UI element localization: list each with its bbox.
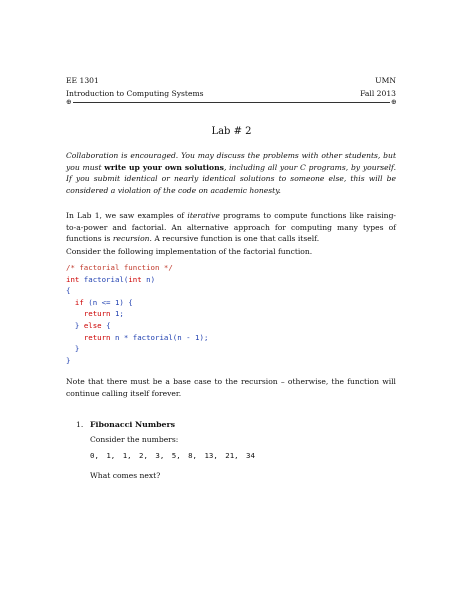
course-code: EE 1301 bbox=[66, 76, 99, 85]
code-line-9: } bbox=[66, 355, 71, 365]
university: UMN bbox=[375, 76, 396, 85]
code-line-6 bbox=[66, 320, 208, 332]
code-line-7 bbox=[66, 332, 208, 344]
code-text: (n <= 1) { bbox=[83, 297, 133, 307]
intro-bold: write up your own solutions bbox=[104, 162, 224, 172]
code-text: { bbox=[101, 320, 111, 330]
consider-paragraph: Consider the following implementation of the factorial function. bbox=[66, 247, 313, 256]
code-line-5 bbox=[66, 308, 208, 320]
intro-text-1: Collaboration is encouraged. You may discuss the problems with other students, but you must bbox=[66, 151, 396, 172]
code-block bbox=[66, 262, 208, 366]
recursion-paragraph bbox=[66, 210, 396, 245]
code-line-4 bbox=[66, 297, 208, 309]
code-text: n) bbox=[141, 274, 156, 284]
code-comment: /* factorial function */ bbox=[66, 263, 173, 272]
code-keyword: else bbox=[83, 320, 102, 330]
section-number: 1. bbox=[76, 420, 84, 429]
para2-text-2: programs to compute functions like raising-to-a-power and factorial. An alternative approach for computing many types of functions is bbox=[66, 211, 396, 244]
fibonacci-sequence: 0, 1, 1, 2, 3, 5, 8, 13, 21, 34 bbox=[90, 451, 255, 460]
code-line-8 bbox=[66, 343, 208, 355]
code-keyword: if bbox=[74, 297, 84, 307]
section-heading: Fibonacci Numbers bbox=[90, 420, 175, 429]
code-text: } bbox=[74, 320, 84, 330]
intro-text-2: , including all your C programs, by yourself. If you submit identical or nearly identical solutions to someone else, this will be considered a violation of the code on academic honesty. bbox=[66, 162, 396, 195]
code-keyword: int bbox=[66, 274, 80, 284]
base-case-paragraph: Note that there must be a base case to the recursion – otherwise, the function will continue calling itself forever. bbox=[66, 377, 396, 398]
code-text: n * factorial(n - 1); bbox=[110, 332, 209, 342]
section-question: What comes next? bbox=[90, 471, 161, 480]
header-rule bbox=[66, 102, 396, 103]
para2-em-1: iterative bbox=[187, 211, 220, 220]
collaboration-paragraph bbox=[66, 150, 396, 196]
para2-text-1: In Lab 1, we saw examples of bbox=[66, 211, 188, 220]
code-line-1 bbox=[66, 262, 208, 274]
code-text: 1; bbox=[110, 309, 124, 319]
code-line-2 bbox=[66, 274, 208, 286]
para2-text-3: . A recursive function is one that calls itself. bbox=[149, 234, 320, 244]
left-crosshair-icon: ⊕ bbox=[66, 98, 72, 106]
course-name: Introduction to Computing Systems bbox=[66, 89, 204, 98]
code-keyword: return bbox=[83, 309, 111, 319]
code-text: } bbox=[74, 344, 80, 354]
term: Fall 2013 bbox=[360, 89, 396, 98]
page-title: Lab # 2 bbox=[211, 126, 252, 137]
right-crosshair-icon: ⊕ bbox=[391, 98, 397, 106]
section-text: Consider the numbers: bbox=[90, 435, 179, 444]
code-line-3: { bbox=[66, 286, 71, 296]
code-text: factorial( bbox=[79, 274, 129, 284]
code-keyword: return bbox=[83, 332, 111, 342]
para2-em-2: recursion bbox=[112, 234, 150, 244]
code-keyword: int bbox=[128, 274, 142, 284]
